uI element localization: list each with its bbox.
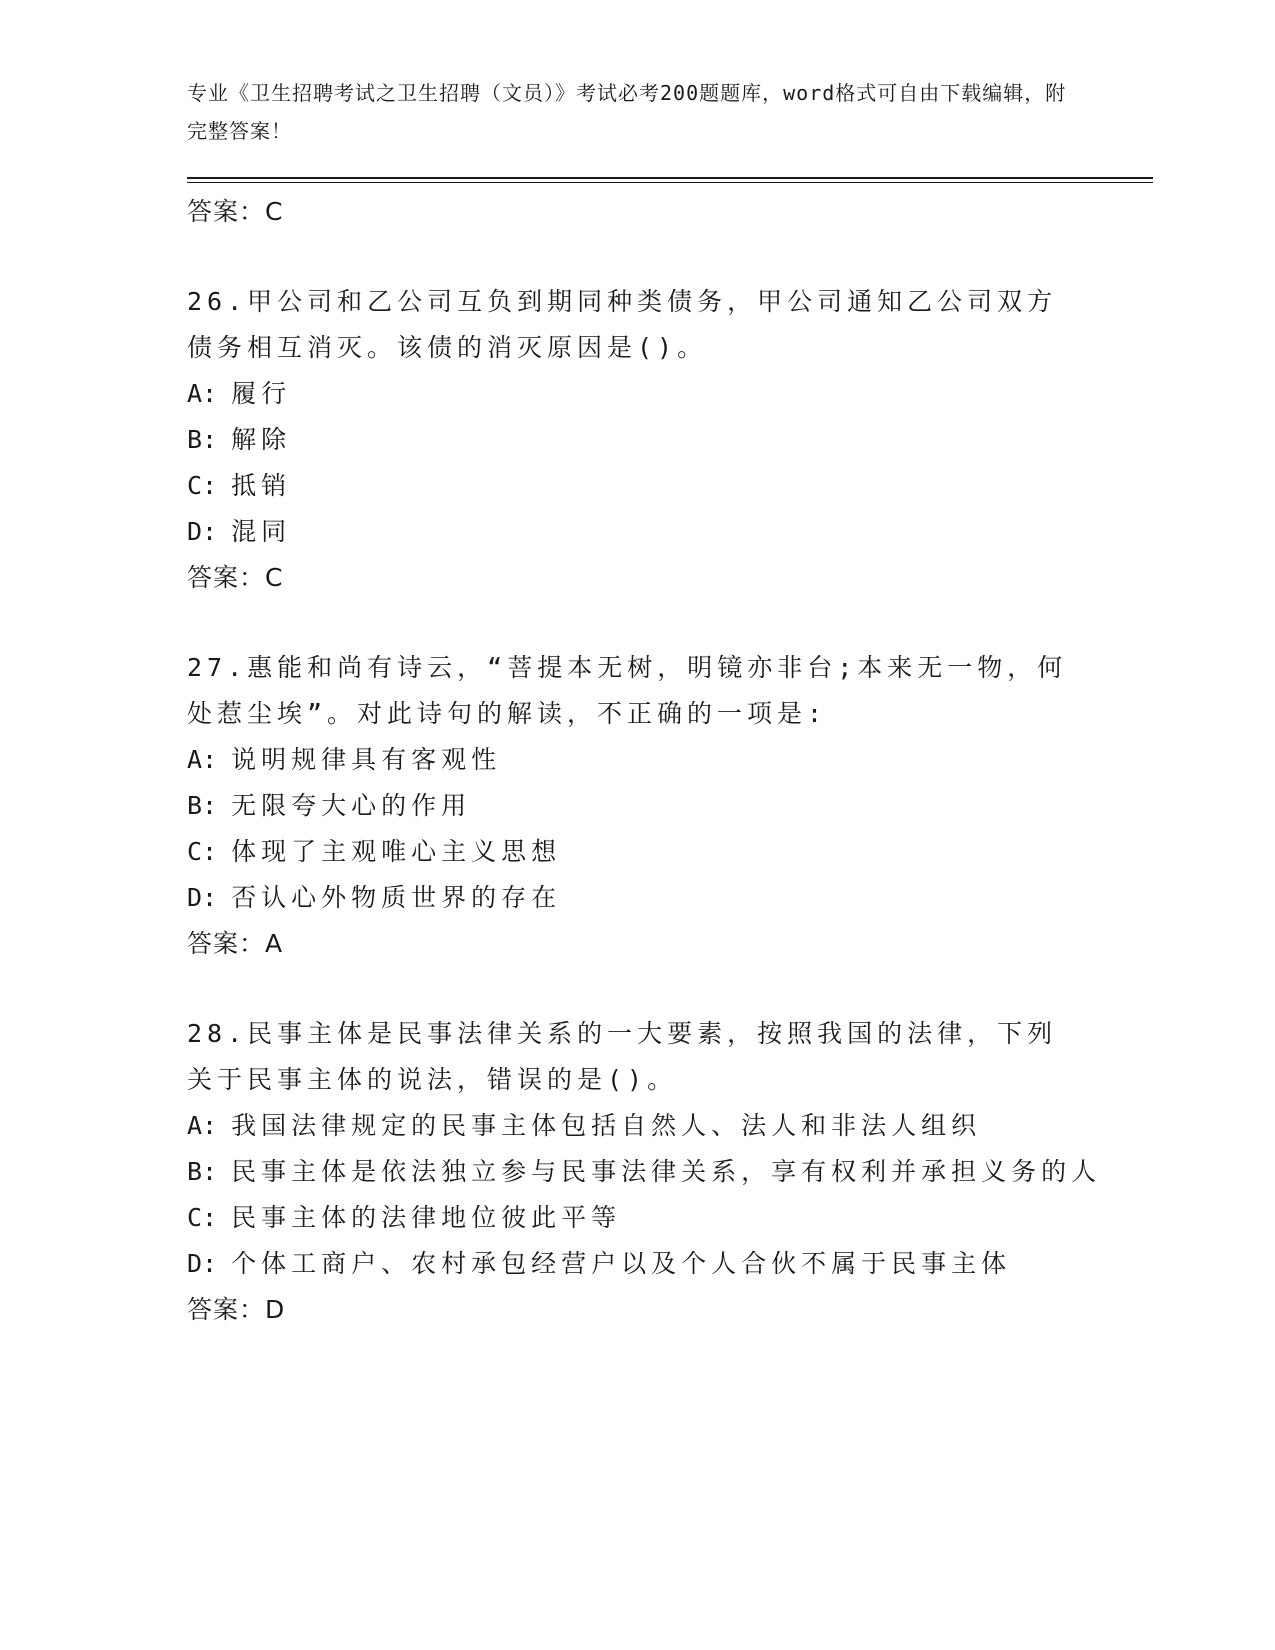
option-text: 履行 bbox=[231, 379, 292, 408]
option-a bbox=[187, 371, 1087, 417]
option-key: B: bbox=[187, 425, 218, 454]
option-key: D: bbox=[187, 883, 218, 912]
header-text: 专业《卫生招聘考试之卫生招聘（文员）》考试必考200题题库，word格式可自由下载编辑，附完整答案！ bbox=[187, 81, 1067, 143]
answer-label: 答案： bbox=[187, 197, 266, 226]
option-key: B: bbox=[187, 791, 218, 820]
question-stem: 27.惠能和尚有诗云，“菩提本无树，明镜亦非台;本来无一物，何处惹尘埃”。对此诗句的解读，不正确的一项是: bbox=[187, 653, 1068, 728]
option-text: 个体工商户、农村承包经营户以及个人合伙不属于民事主体 bbox=[231, 1249, 1012, 1278]
option-d bbox=[187, 509, 1087, 555]
option-key: D: bbox=[187, 517, 218, 546]
answer-value: C bbox=[265, 563, 284, 592]
option-text: 我国法律规定的民事主体包括自然人、法人和非法人组织 bbox=[231, 1111, 982, 1140]
question-block bbox=[187, 279, 1087, 601]
option-text: 体现了主观唯心主义思想 bbox=[231, 837, 562, 866]
option-a bbox=[187, 737, 1087, 783]
option-b bbox=[187, 783, 1087, 829]
question-stem: 28.民事主体是民事法律关系的一大要素，按照我国的法律，下列关于民事主体的说法，错误的是()。 bbox=[187, 1019, 1058, 1094]
option-text: 混同 bbox=[231, 517, 292, 546]
answer-label: 答案： bbox=[187, 929, 266, 958]
answer-line bbox=[187, 555, 1087, 601]
option-text: 民事主体的法律地位彼此平等 bbox=[231, 1203, 622, 1232]
option-key: A: bbox=[187, 1111, 218, 1140]
option-c bbox=[187, 829, 1087, 875]
option-key: A: bbox=[187, 745, 218, 774]
option-key: B: bbox=[187, 1157, 218, 1186]
option-text: 否认心外物质世界的存在 bbox=[231, 883, 562, 912]
answer-line bbox=[187, 189, 1087, 235]
header-divider-thick bbox=[187, 177, 1153, 179]
answer-line bbox=[187, 1287, 1087, 1333]
answer-line bbox=[187, 921, 1087, 967]
option-text: 解除 bbox=[231, 425, 292, 454]
option-key: D: bbox=[187, 1249, 218, 1278]
option-b bbox=[187, 417, 1087, 463]
option-c bbox=[187, 463, 1087, 509]
answer-value: C bbox=[265, 197, 284, 226]
answer-label: 答案： bbox=[187, 1295, 266, 1324]
document-header bbox=[187, 74, 1067, 150]
answer-value: D bbox=[265, 1295, 286, 1324]
option-d bbox=[187, 1241, 1087, 1287]
question-block bbox=[187, 645, 1087, 967]
option-text: 民事主体是依法独立参与民事法律关系，享有权利并承担义务的人 bbox=[231, 1157, 1102, 1186]
option-a bbox=[187, 1103, 1087, 1149]
answer-value: A bbox=[265, 929, 284, 958]
option-text: 说明规律具有客观性 bbox=[231, 745, 502, 774]
option-c bbox=[187, 1195, 1087, 1241]
option-key: C: bbox=[187, 1203, 218, 1232]
question-block bbox=[187, 1011, 1102, 1333]
option-b bbox=[187, 1149, 1102, 1195]
option-key: C: bbox=[187, 837, 218, 866]
option-text: 抵销 bbox=[231, 471, 292, 500]
option-text: 无限夸大心的作用 bbox=[231, 791, 472, 820]
document-body bbox=[187, 189, 1102, 1333]
option-key: A: bbox=[187, 379, 218, 408]
option-key: C: bbox=[187, 471, 218, 500]
option-d bbox=[187, 875, 1087, 921]
question-stem: 26.甲公司和乙公司互负到期同种类债务，甲公司通知乙公司双方债务相互消灭。该债的消灭原因是()。 bbox=[187, 287, 1058, 362]
header-divider-thin bbox=[187, 182, 1153, 183]
answer-label: 答案： bbox=[187, 563, 266, 592]
